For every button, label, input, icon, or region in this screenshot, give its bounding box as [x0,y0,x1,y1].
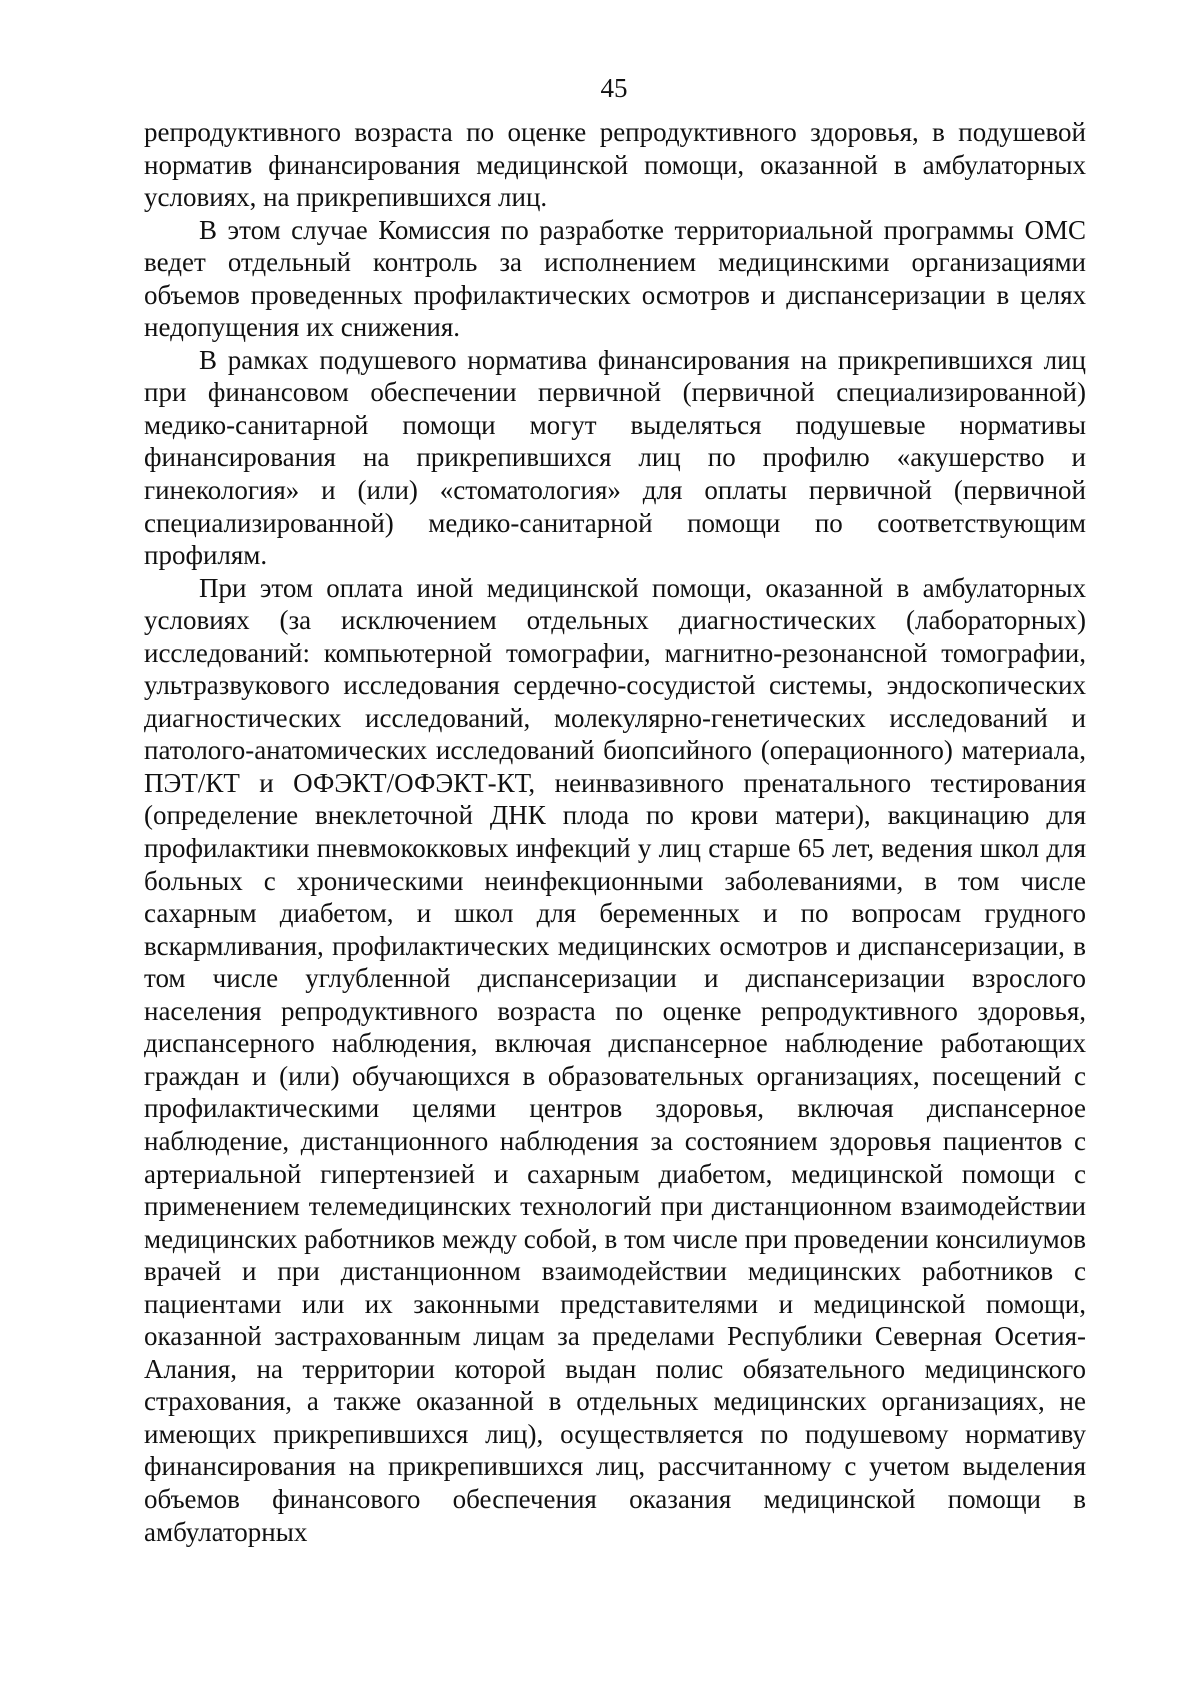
paragraph-per-capita-norms: В рамках подушевого норматива финансирования на прикрепившихся лиц при финансовом обеспечении первичной (первичной специализированной) медико-санитарной помощи могут выделяться подушевые нормативы финансирования на прикрепившихся лиц по профилю «акушерство и гинекология» и (или) «стоматология» для оплаты первичной (первичной специализированной) медико-санитарной помощи по соответствующим профилям. [144,344,1086,571]
paragraph-payment-other-care: При этом оплата иной медицинской помощи, оказанной в амбулаторных условиях (за исключением отдельных диагностических (лабораторных) исследований: компьютерной томографии, магнитно-резонансной томографии, ультразвукового исследования сердечно-сосудистой системы, эндоскопических диагностических исследований, молекулярно-генетических исследований и патолого-анатомических исследований биопсийного (операционного) материала, ПЭТ/КТ и ОФЭКТ/ОФЭКТ-КТ, неинвазивного пренатального тестирования (определение внеклеточной ДНК плода по крови матери), вакцинацию для профилактики пневмококковых инфекций у лиц старше 65 лет, ведения школ для больных с хроническими неинфекционными заболеваниями, в том числе сахарным диабетом, и школ для беременных и по вопросам грудного вскармливания, профилактических медицинских осмотров и диспансеризации, в том числе углубленной диспансеризации и диспансеризации взрослого населения репродуктивного возраста по оценке репродуктивного здоровья, диспансерного наблюдения, включая диспансерное наблюдение работающих граждан и (или) обучающихся в образовательных организациях, посещений с профилактическими целями центров здоровья, включая диспансерное наблюдение, дистанционного наблюдения за состоянием здоровья пациентов с артериальной гипертензией и сахарным диабетом, медицинской помощи с применением телемедицинских технологий при дистанционном взаимодействии медицинских работников между собой, в том числе при проведении консилиумов врачей и при дистанционном взаимодействии медицинских работников с пациентами или их законными представителями и медицинской помощи, оказанной застрахованным лицам за пределами Республики Северная Осетия-Алания, на территории которой выдан полис обязательного медицинского страхования, а также оказанной в отдельных медицинских организациях, не имеющих прикрепившихся лиц), осуществляется по подушевому нормативу финансирования на прикрепившихся лиц, рассчитанному с учетом выделения объемов финансового обеспечения оказания медицинской помощи в амбулаторных [144,572,1086,1547]
paragraph-commission-control: В этом случае Комиссия по разработке территориальной программы ОМС ведет отдельный контроль за исполнением медицинскими организациями объемов проведенных профилактических осмотров и диспансеризации в целях недопущения их снижения. [144,214,1086,343]
paragraph-continuation: репродуктивного возраста по оценке репродуктивного здоровья, в подушевой норматив финансирования медицинской помощи, оказанной в амбулаторных условиях, на прикрепившихся лиц. [144,117,1086,213]
page-number: 45 [600,73,628,103]
document-body [144,116,1086,1548]
